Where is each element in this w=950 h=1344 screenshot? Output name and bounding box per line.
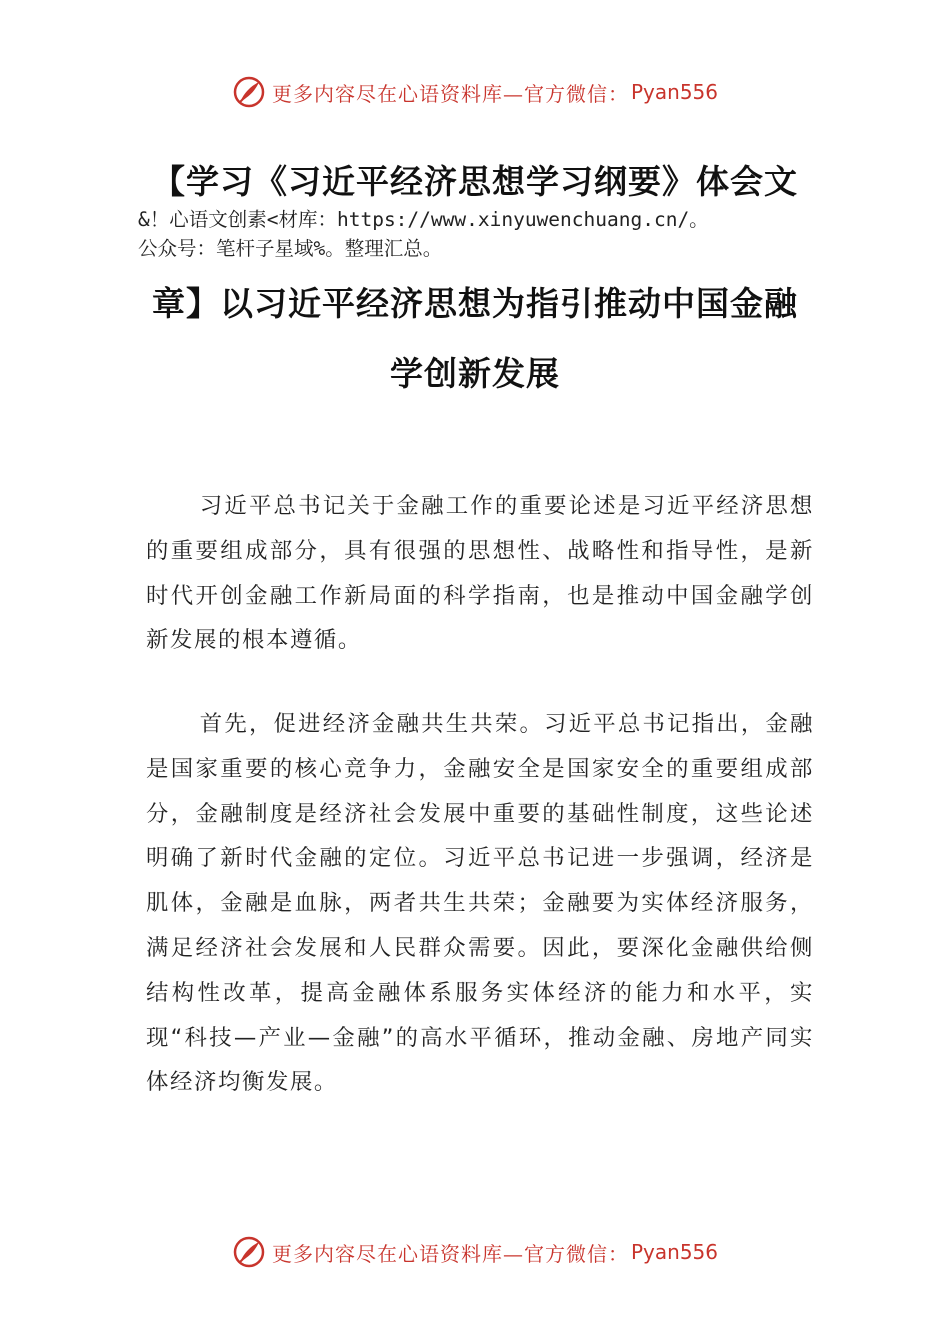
footer-watermark <box>0 1232 950 1272</box>
quill-seal-icon <box>232 75 266 109</box>
watermark-wechat-id: Pyan556 <box>630 1240 718 1264</box>
source-note-line-1: &！心语文创素<材库：https://www.xinyuwenchuang.cn/。 <box>138 208 709 231</box>
source-note-line-2: 公众号：笔杆子星域%。整理汇总。 <box>138 237 443 260</box>
document-title-line-2: 章】以习近平经济思想为指引推动中国金融 <box>152 284 798 323</box>
watermark-text: 更多内容尽在心语资料库—官方微信： <box>271 81 629 106</box>
header-watermark <box>0 72 950 112</box>
body-paragraph-1: 习近平总书记关于金融工作的重要论述是习近平经济思想的重要组成部分，具有很强的思想性、战略性和指导性，是新时代开创金融工作新局面的科学指南，也是推动中国金融学创新发展的根本遵循。 <box>146 493 814 654</box>
watermark-text: 更多内容尽在心语资料库—官方微信： <box>271 1241 629 1266</box>
source-note <box>138 205 858 263</box>
body-paragraph-2: 首先，促进经济金融共生共荣。习近平总书记指出，金融是国家重要的核心竞争力，金融安全是国家安全的重要组成部分，金融制度是经济社会发展中重要的基础性制度，这些论述明确了新时代金融的定位。习近平总书记进一步强调，经济是肌体，金融是血脉，两者共生共荣；金融要为实体经济服务，满足经济社会发展和人民群众需要。因此，要深化金融供给侧结构性改革，提高金融体系服务实体经济的能力和水平，实现“科技—产业—金融”的高水平循环，推动金融、房地产同实体经济均衡发展。 <box>146 711 814 1096</box>
document-title-line-3: 学创新发展 <box>390 354 560 393</box>
document-title-line-1: 【学习《习近平经济思想学习纲要》体会文 <box>152 162 798 201</box>
watermark-wechat-id: Pyan556 <box>630 80 718 104</box>
quill-seal-icon <box>232 1235 266 1269</box>
